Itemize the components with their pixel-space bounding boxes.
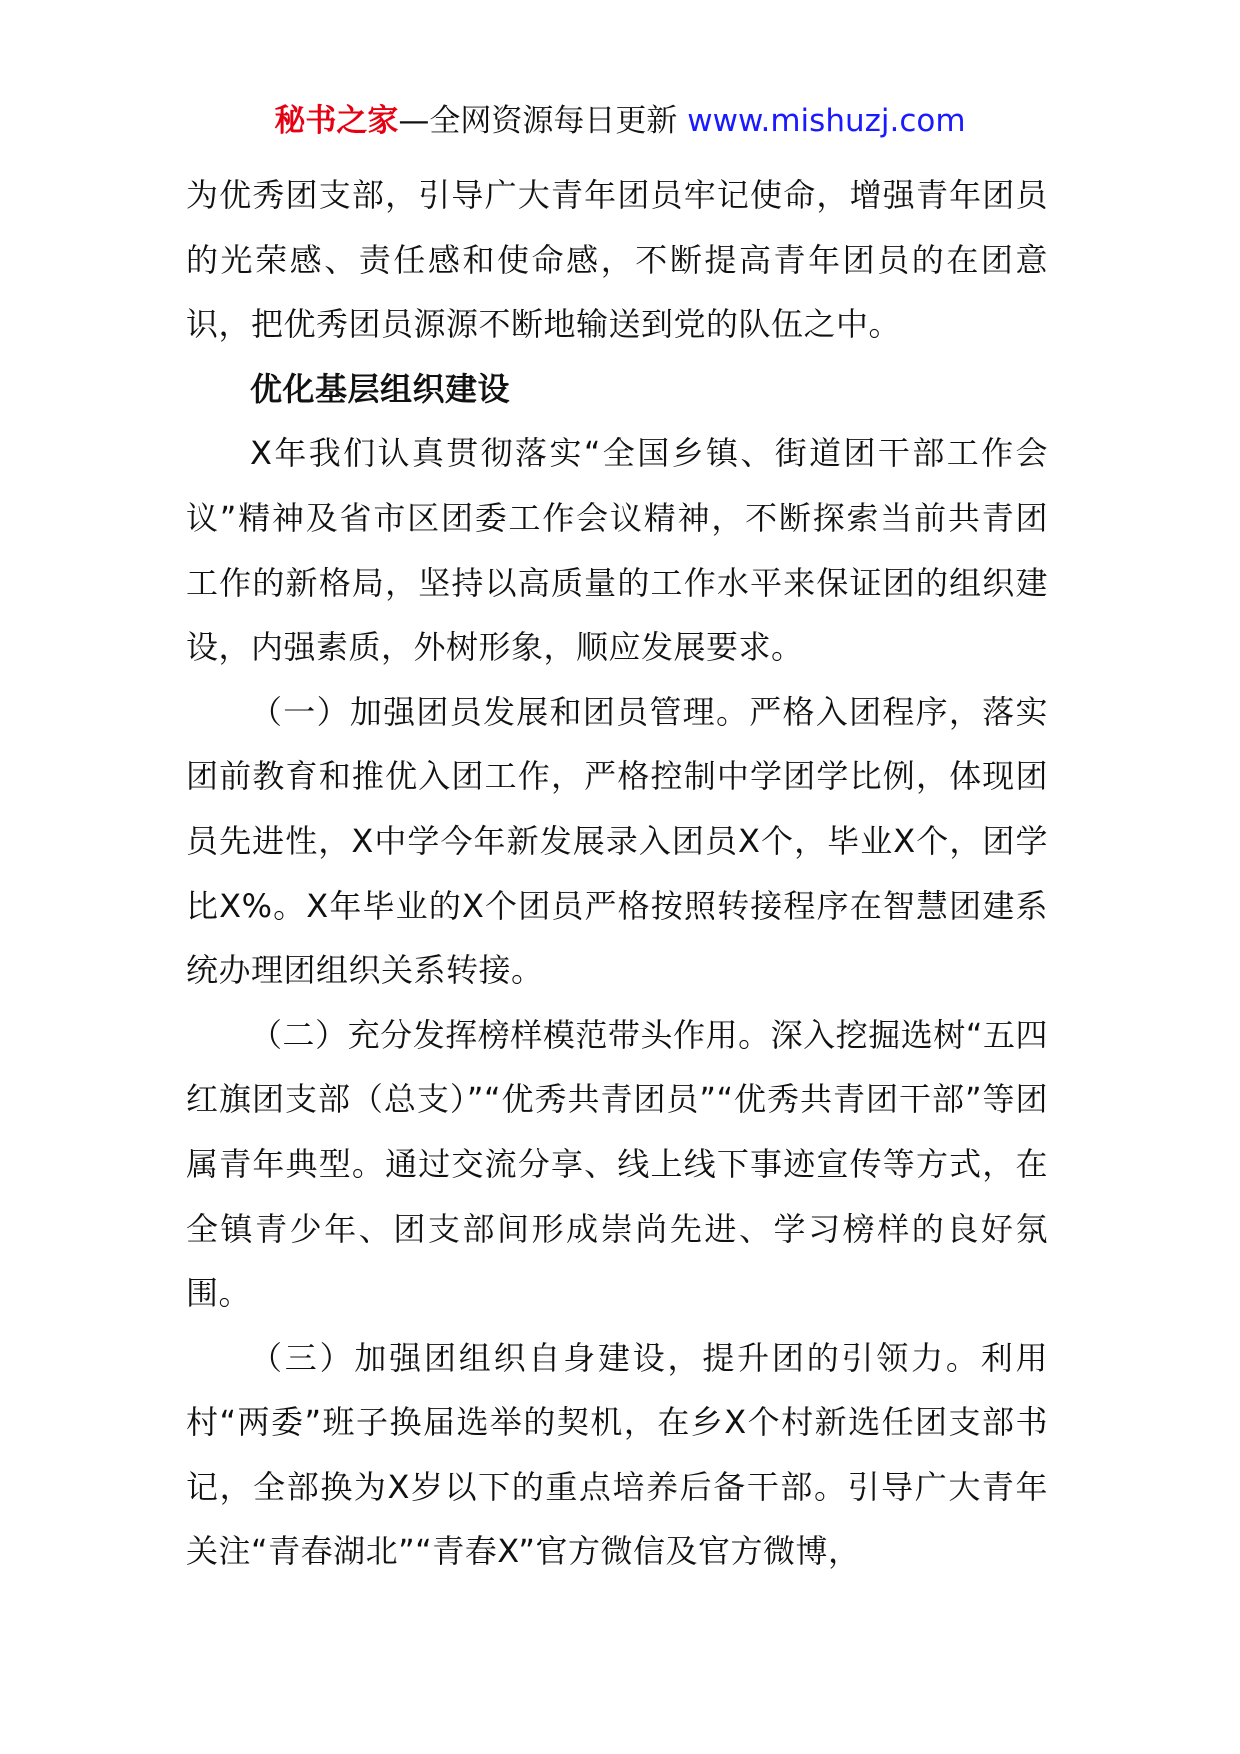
paragraph-intro: X年我们认真贯彻落实“全国乡镇、街道团干部工作会议”精神及省市区团委工作会议精神，不断探索当前共青团工作的新格局，坚持以高质量的工作水平来保证团的组织建设，内强素质，外树形象，顺应发展要求。 <box>186 434 1048 667</box>
paragraph-item-1: （一）加强团员发展和团员管理。严格入团程序，落实团前教育和推优入团工作，严格控制中学团学比例，体现团员先进性，X中学今年新发展录入团员X个，毕业X个，团学比X%。X年毕业的X个团员严格按照转接程序在智慧团建系统办理团组织关系转接。 <box>186 692 1048 990</box>
paragraph-continued: 为优秀团支部，引导广大青年团员牢记使命，增强青年团员的光荣感、责任感和使命感，不断提高青年团员的在团意识，把优秀团员源源不断地输送到党的队伍之中。 <box>186 176 1048 344</box>
page-header <box>0 101 1240 141</box>
section-heading: 优化基层组织建设 <box>250 369 511 408</box>
document-body <box>186 163 1048 1584</box>
paragraph-item-2: （二）充分发挥榜样模范带头作用。深入挖掘选树“五四红旗团支部（总支）”“优秀共青团员”“优秀共青团干部”等团属青年典型。通过交流分享、线上线下事迹宣传等方式，在全镇青少年、团支部间形成崇尚先进、学习榜样的良好氛围。 <box>186 1015 1048 1313</box>
header-tagline: —全网资源每日更新 <box>398 103 678 139</box>
paragraph-item-3: （三）加强团组织自身建设，提升团的引领力。利用村“两委”班子换届选举的契机，在乡X个村新选任团支部书记，全部换为X岁以下的重点培养后备干部。引导广大青年关注“青春湖北”“青春X”官方微信及官方微博， <box>186 1338 1048 1571</box>
brand-name: 秘书之家 <box>274 103 399 139</box>
site-url-link[interactable]: www.mishuzj.com <box>687 103 966 139</box>
